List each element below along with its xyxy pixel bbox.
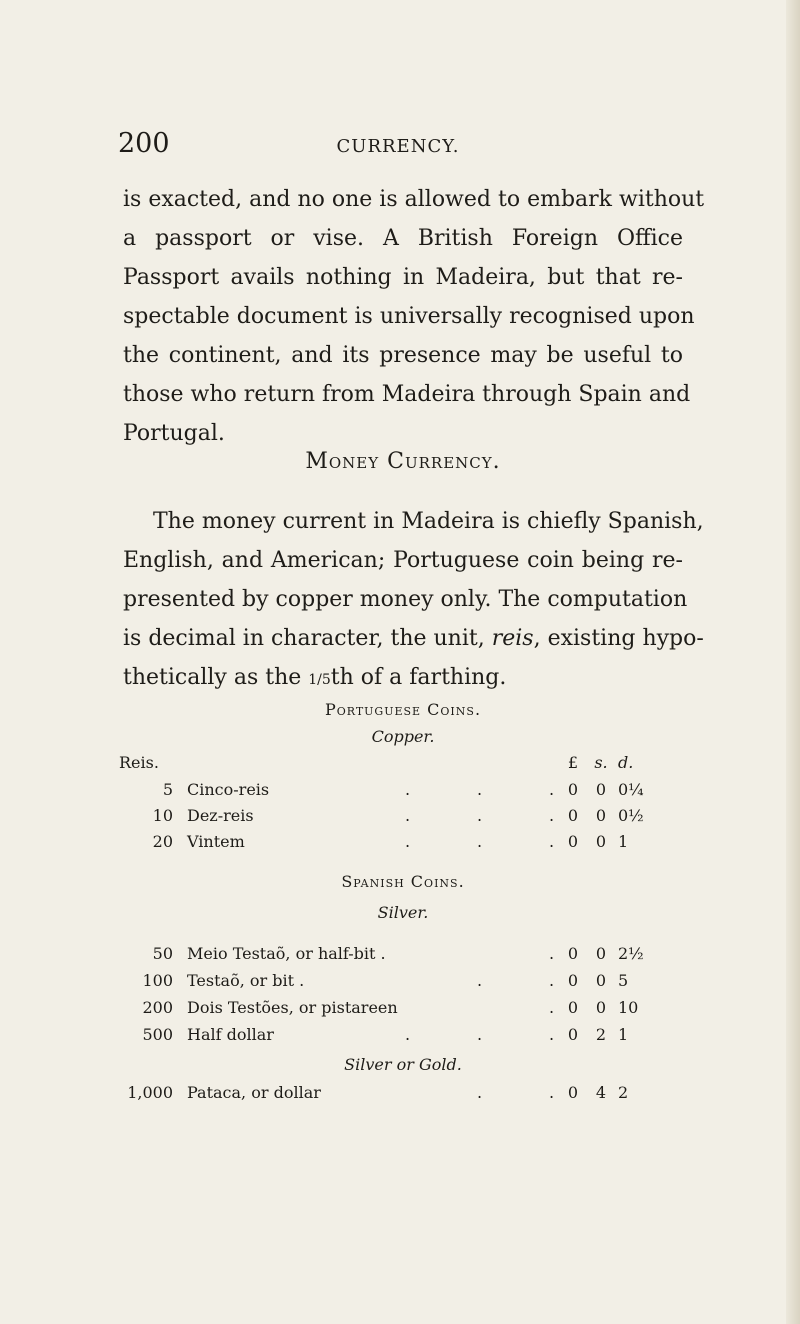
text-line xyxy=(123,619,704,658)
table-row: 500 Half dollar . . . 0 2 1 xyxy=(123,1025,683,1051)
pounds-cell: 0 xyxy=(567,832,579,851)
reis-cell: 100 xyxy=(142,971,173,990)
italic-word: reis xyxy=(491,626,534,651)
shillings-cell: 0 xyxy=(595,944,607,963)
pence-cell: 5 xyxy=(618,971,629,990)
pounds-cell: 0 xyxy=(567,1025,579,1044)
running-head xyxy=(118,128,678,168)
shillings-cell: 0 xyxy=(595,780,607,799)
section-heading: Money Currency. xyxy=(305,449,501,474)
reis-cell: 10 xyxy=(152,806,173,825)
table-row: 5 Cinco-reis . . . 0 0 0¼ xyxy=(123,780,683,806)
pence-cell: 0¼ xyxy=(618,780,644,799)
silver-heading: Silver. xyxy=(377,903,429,922)
paragraph-money xyxy=(123,502,704,700)
text-fragment: th of a farthing. xyxy=(330,665,507,690)
table-row: 20 Vintem . . . 0 0 1 xyxy=(123,832,683,858)
coin-name-cell: Cinco-reis xyxy=(187,780,270,799)
pence-cell: 10 xyxy=(618,998,639,1017)
portuguese-coins-heading: Portuguese Coins. xyxy=(324,700,482,719)
shillings-cell: 0 xyxy=(595,806,607,825)
coin-name-cell: Dois Testões, or pistareen xyxy=(187,998,398,1017)
table-row: 1,000 Pataca, or dollar . . 0 4 2 xyxy=(123,1083,683,1109)
text-line: spectable document is universally recognised upon xyxy=(123,304,695,329)
text-line: Portugal. xyxy=(123,421,225,446)
text-line: Passport avails nothing in Madeira, but that re- xyxy=(123,265,683,290)
pence-cell: 2½ xyxy=(618,944,644,963)
text-line: The money current in Madeira is chiefly Spanish, xyxy=(153,509,704,534)
pounds-cell: 0 xyxy=(567,998,579,1017)
text-fragment: is decimal in character, the unit, xyxy=(123,626,492,651)
table-row: 10 Dez-reis . . . 0 0 0½ xyxy=(123,806,683,832)
text-line: the continent, and its presence may be useful to xyxy=(123,343,683,368)
pence-cell: 1 xyxy=(618,832,629,851)
shillings-cell: 0 xyxy=(595,998,607,1017)
pounds-cell: 0 xyxy=(567,1083,579,1102)
table-header-row xyxy=(119,753,683,779)
pence-cell: 1 xyxy=(618,1025,629,1044)
pence-cell: 2 xyxy=(618,1083,629,1102)
pounds-cell: 0 xyxy=(567,806,579,825)
spanish-coins-heading: Spanish Coins. xyxy=(341,872,465,891)
text-line: presented by copper money only. The computation xyxy=(123,587,688,612)
coin-name-cell: Half dollar xyxy=(187,1025,274,1044)
text-fragment: thetically as the xyxy=(123,665,309,690)
text-line: is exacted, and no one is allowed to embark without xyxy=(123,187,705,212)
pounds-cell: 0 xyxy=(567,780,579,799)
text-line xyxy=(123,658,683,700)
copper-heading: Copper. xyxy=(371,727,435,746)
text-fragment: , existing hypo- xyxy=(533,626,704,651)
col-pence-header: d. xyxy=(618,753,634,772)
running-title: CURRENCY. xyxy=(336,136,460,157)
table-row: 200 Dois Testões, or pistareen . 0 0 10 xyxy=(123,998,683,1024)
text-line: those who return from Madeira through Spain and xyxy=(123,382,691,407)
shillings-cell: 2 xyxy=(595,1025,607,1044)
text-line: a passport or vise. A British Foreign Office xyxy=(123,226,683,251)
page-number: 200 xyxy=(118,128,170,159)
reis-cell: 50 xyxy=(152,944,173,963)
coin-name-cell: Pataca, or dollar xyxy=(187,1083,321,1102)
pence-cell: 0½ xyxy=(618,806,644,825)
reis-cell: 20 xyxy=(152,832,173,851)
table-row: 50 Meio Testaõ, or half-bit . . 0 0 2½ xyxy=(123,944,683,970)
page-edge xyxy=(786,0,800,1324)
reis-cell: 1,000 xyxy=(127,1083,173,1102)
shillings-cell: 0 xyxy=(595,832,607,851)
paragraph-passport xyxy=(123,180,705,453)
coin-name-cell: Testaõ, or bit . xyxy=(187,971,305,990)
shillings-cell: 0 xyxy=(595,971,607,990)
shillings-cell: 4 xyxy=(595,1083,607,1102)
reis-cell: 200 xyxy=(142,998,173,1017)
reis-cell: 5 xyxy=(162,780,173,799)
reis-cell: 500 xyxy=(142,1025,173,1044)
coin-name-cell: Dez-reis xyxy=(187,806,254,825)
col-shillings-header: s. xyxy=(594,753,608,772)
coin-name-cell: Vintem xyxy=(187,832,245,851)
pounds-cell: 0 xyxy=(567,944,579,963)
text-line: English, and American; Portuguese coin being re- xyxy=(123,548,683,573)
silver-or-gold-heading: Silver or Gold. xyxy=(344,1055,462,1074)
table-row: 100 Testaõ, or bit . . . 0 0 5 xyxy=(123,971,683,997)
col-reis-header: Reis. xyxy=(119,753,159,772)
fraction: 1/5 xyxy=(308,672,331,688)
col-pounds-header: £ xyxy=(567,753,579,772)
pounds-cell: 0 xyxy=(567,971,579,990)
coin-name-cell: Meio Testaõ, or half-bit . xyxy=(187,944,386,963)
